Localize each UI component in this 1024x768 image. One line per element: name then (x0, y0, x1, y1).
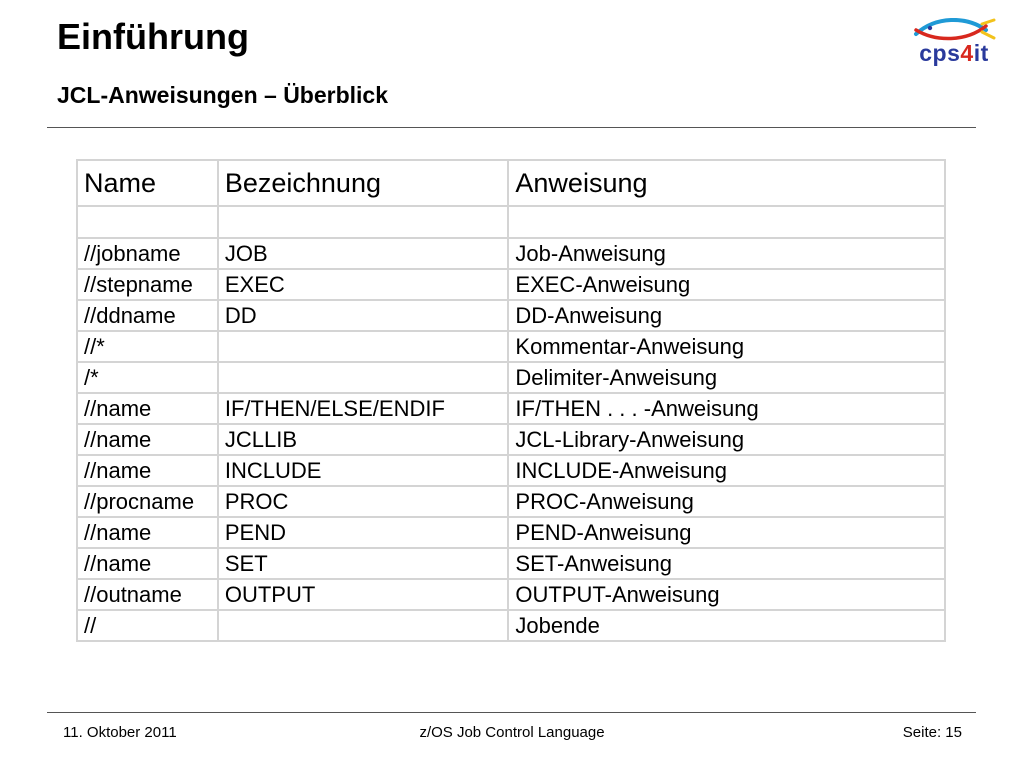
footer-date: 11. Oktober 2011 (63, 724, 177, 741)
footer-divider (47, 712, 976, 713)
table-row (77, 269, 945, 300)
cell-bezeichnung: EXEC (218, 269, 509, 300)
cell-bezeichnung: JOB (218, 238, 509, 269)
cell-name: //ddname (77, 300, 218, 331)
header-divider (47, 127, 976, 128)
table-row (77, 331, 945, 362)
table-row (77, 517, 945, 548)
table-row (77, 393, 945, 424)
cps4it-logo (908, 18, 1000, 70)
logo-prefix: cps (919, 40, 961, 66)
header-bezeichnung: Bezeichnung (218, 160, 509, 206)
logo-suffix: it (973, 40, 989, 66)
header-name: Name (77, 160, 218, 206)
cell-bezeichnung (218, 362, 509, 393)
footer-course-title: z/OS Job Control Language (419, 724, 605, 741)
cell-anweisung: EXEC-Anweisung (508, 269, 945, 300)
cell-bezeichnung: SET (218, 548, 509, 579)
table-row (77, 610, 945, 641)
jcl-statements-table (76, 159, 946, 642)
cell-anweisung: SET-Anweisung (508, 548, 945, 579)
table-header-row (77, 160, 945, 206)
table-row (77, 548, 945, 579)
cell-anweisung: DD-Anweisung (508, 300, 945, 331)
table-row (77, 455, 945, 486)
table-row (77, 362, 945, 393)
footer-page-number: Seite: 15 (902, 724, 962, 741)
cell-name: //procname (77, 486, 218, 517)
logo-digit: 4 (960, 40, 974, 66)
cell-name: // (77, 610, 218, 641)
table-row (77, 300, 945, 331)
cell-name: //* (77, 331, 218, 362)
table-row (77, 424, 945, 455)
cell-name: //jobname (77, 238, 218, 269)
cell-anweisung: IF/THEN . . . -Anweisung (508, 393, 945, 424)
table-cell (508, 206, 945, 238)
cell-name: //name (77, 548, 218, 579)
cell-bezeichnung: PEND (218, 517, 509, 548)
table-cell (77, 206, 218, 238)
cell-bezeichnung: INCLUDE (218, 455, 509, 486)
cell-anweisung: PROC-Anweisung (508, 486, 945, 517)
cell-name: //outname (77, 579, 218, 610)
cell-anweisung: Jobende (508, 610, 945, 641)
cell-bezeichnung: JCLLIB (218, 424, 509, 455)
cell-name: //name (77, 424, 218, 455)
cell-name: //name (77, 393, 218, 424)
page-subtitle: JCL-Anweisungen – Überblick (57, 82, 389, 108)
table-spacer-row (77, 206, 945, 238)
cell-anweisung: OUTPUT-Anweisung (508, 579, 945, 610)
page-title: Einführung (57, 16, 249, 57)
cell-bezeichnung: PROC (218, 486, 509, 517)
cell-name: //stepname (77, 269, 218, 300)
logo-wordmark (908, 40, 1000, 67)
cell-anweisung: Job-Anweisung (508, 238, 945, 269)
table-row (77, 486, 945, 517)
cell-anweisung: INCLUDE-Anweisung (508, 455, 945, 486)
header-anweisung: Anweisung (508, 160, 945, 206)
cell-name: //name (77, 455, 218, 486)
table-cell (218, 206, 509, 238)
cell-bezeichnung (218, 610, 509, 641)
cell-name: /* (77, 362, 218, 393)
cell-bezeichnung: DD (218, 300, 509, 331)
cell-bezeichnung: OUTPUT (218, 579, 509, 610)
cell-bezeichnung (218, 331, 509, 362)
table-row (77, 238, 945, 269)
cell-anweisung: JCL-Library-Anweisung (508, 424, 945, 455)
cell-bezeichnung: IF/THEN/ELSE/ENDIF (218, 393, 509, 424)
table-row (77, 579, 945, 610)
cell-anweisung: Delimiter-Anweisung (508, 362, 945, 393)
cell-name: //name (77, 517, 218, 548)
cell-anweisung: PEND-Anweisung (508, 517, 945, 548)
cell-anweisung: Kommentar-Anweisung (508, 331, 945, 362)
